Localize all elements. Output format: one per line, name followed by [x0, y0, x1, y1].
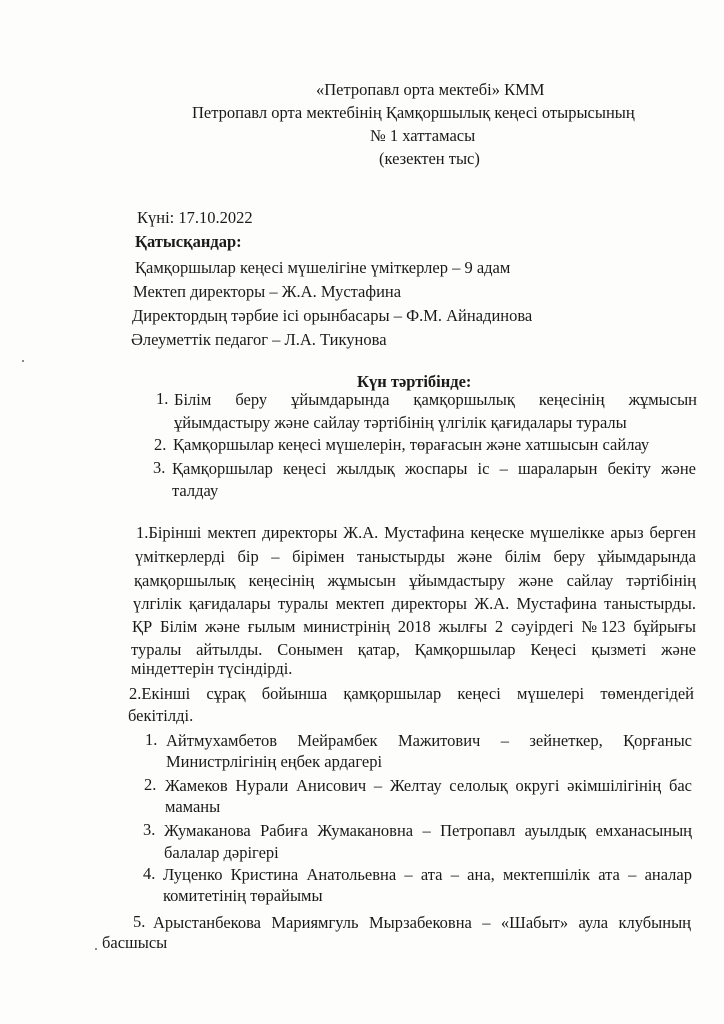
member-text: Жумаканова Рабиға Жумакановна – Петропавл ауылдық емханасының: [164, 821, 692, 840]
section1-line: 1.Бірінші мектеп директоры Ж.А. Мустафина кеңеске мүшелікке арыз берген: [136, 523, 696, 542]
agenda-item-text: Қамқоршылар кеңесі мүшелерін, төрағасын және хатшысын сайлау: [173, 435, 650, 454]
agenda-heading: Күн тәртібінде:: [357, 372, 472, 391]
member-text: Айтмухамбетов Мейрамбек Мажитович – зейнеткер, Қорғаныс: [166, 731, 692, 750]
protocol-number: № 1 хаттамасы: [370, 126, 476, 145]
section1-line: туралы айтылды. Сонымен қатар, Қамқоршылар Кеңесі қызметі және: [131, 640, 696, 659]
section1-line: үміткерлерді бір – бірімен таныстырды және білім беру ұйымдарында: [135, 547, 696, 566]
section2-line: 2.Екінші сұрақ бойынша қамқоршылар кеңесі мүшелері төмендегідей: [129, 684, 694, 703]
protocol-title: Петропавл орта мектебінің Қамқоршылық кеңесі отырысының: [192, 103, 635, 122]
member-number: 5.: [133, 912, 146, 931]
member-text: балалар дәрігері: [164, 843, 279, 862]
agenda-item-text: Қамқоршылар кеңесі жылдық жоспары іс – шараларын бекіту және: [172, 459, 696, 478]
section1-line: ҚР Білім және ғылым министрінің 2018 жылғы 2 сәуірдегі №123 бұйрығы: [132, 617, 696, 636]
org-name: «Петропавл орта мектебі» КММ: [316, 80, 545, 99]
agenda-item-text: ұйымдастыру және сайлау тәртібінің үлгілік қағидалары туралы: [174, 413, 627, 432]
section1-line: қамқоршылық кеңесінің жұмысын ұйымдастыру және сайлау тәртібінің: [134, 571, 696, 590]
member-text: Луценко Кристина Анатольевна – ата – ана, мектепшілік ата – аналар: [163, 865, 692, 884]
attendee-line: Әлеуметтік педагог – Л.А. Тикунова: [131, 330, 387, 349]
attendees-heading: Қатысқандар:: [135, 232, 242, 251]
scan-speck: [22, 360, 24, 362]
protocol-note: (кезектен тыс): [379, 149, 480, 168]
member-text: Арыстанбекова Мариямгуль Мырзабековна – «Шабыт» аула клубының: [153, 913, 691, 932]
attendee-line: Мектеп директоры – Ж.А. Мустафина: [133, 282, 402, 301]
agenda-item-number: 2.: [154, 435, 167, 454]
member-text: басшысы: [102, 933, 168, 952]
member-text: комитетінің төрайымы: [163, 886, 323, 905]
agenda-item-text: Білім беру ұйымдарында қамқоршылық кеңесінің жұмысын: [174, 390, 697, 409]
section2-line: бекітілді.: [128, 706, 194, 725]
scan-speck: [95, 948, 97, 950]
section1-line: міндеттерін түсіндірді.: [131, 659, 293, 678]
member-number: 3.: [143, 820, 156, 839]
agenda-item-text: талдау: [172, 481, 219, 500]
attendee-line: Директордың тәрбие ісі орынбасары – Ф.М. Айнадинова: [132, 306, 533, 325]
member-text: маманы: [165, 797, 221, 816]
meeting-date: Күні: 17.10.2022: [137, 208, 253, 227]
agenda-item-number: 1.: [156, 389, 169, 408]
member-number: 1.: [145, 730, 158, 749]
member-text: Министрлігінің еңбек ардагері: [166, 752, 383, 771]
attendee-line: Қамқоршылар кеңесі мүшелігіне үміткерлер – 9 адам: [135, 258, 511, 277]
member-number: 4.: [143, 864, 156, 883]
section1-line: үлгілік қағидалары туралы мектеп директоры Ж.А. Мустафина таныстырды.: [133, 594, 696, 613]
member-text: Жамеков Нурали Анисович – Желтау селолық округі әкімшілігінің бас: [165, 776, 692, 795]
member-number: 2.: [144, 775, 157, 794]
agenda-item-number: 3.: [153, 458, 166, 477]
